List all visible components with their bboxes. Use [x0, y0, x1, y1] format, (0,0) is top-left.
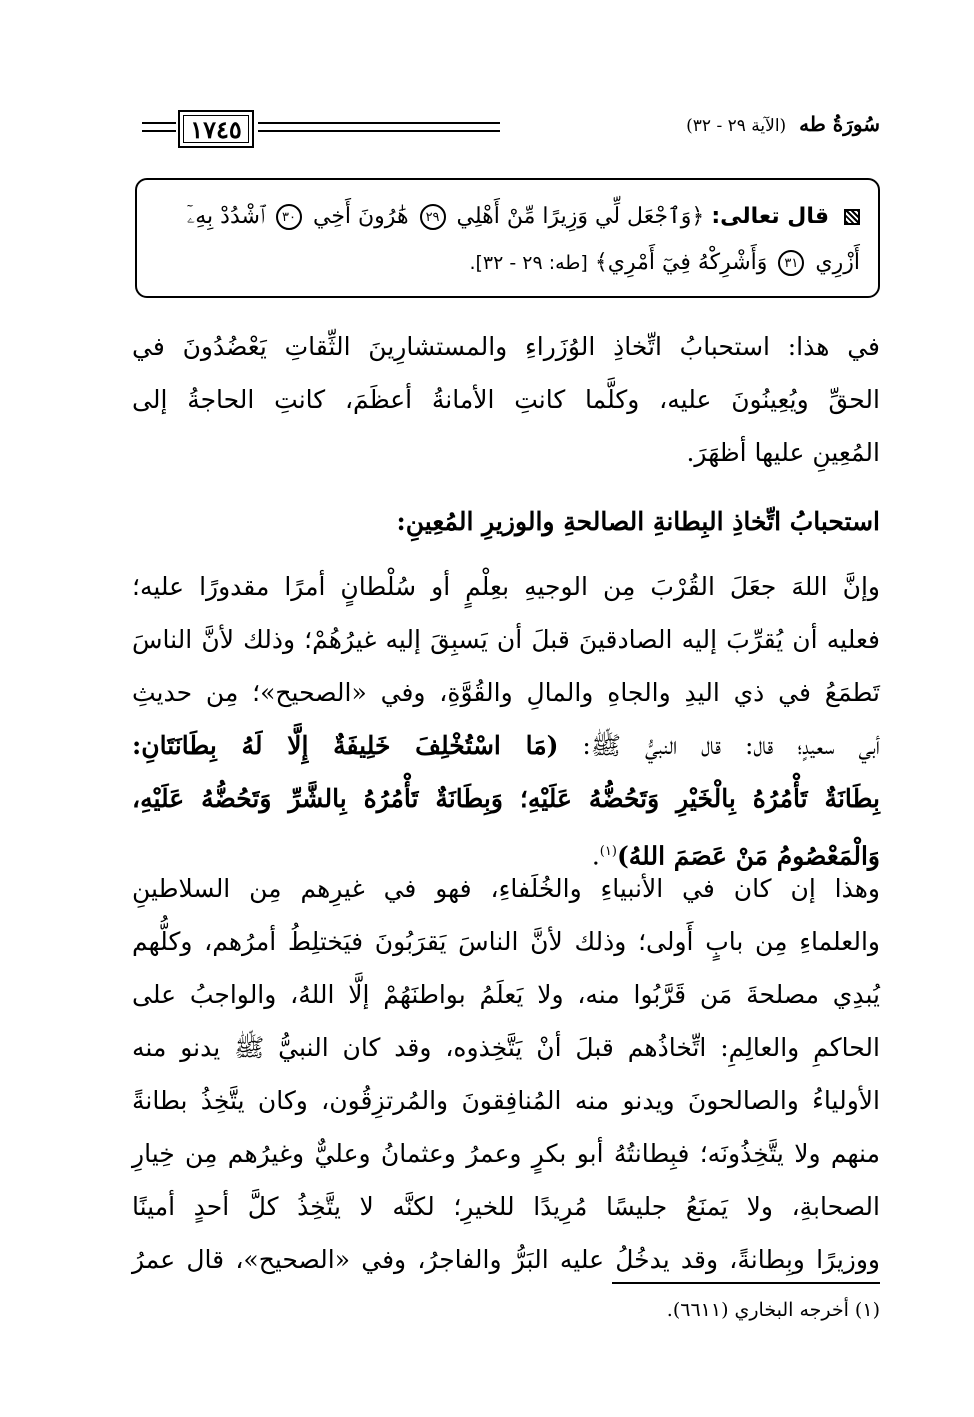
text-line: والعلماءِ مِن بابٍ أَولى؛ وذلك لأنَّ الناسَ يَقرَبُونَ فيَختلِطُ أمرُهم، وكلُّهم [132, 927, 880, 956]
page-header [142, 110, 880, 154]
ayah-range: (الآية ٢٩ - ٣٢) [686, 116, 787, 136]
page-number-box [178, 110, 254, 148]
verse-marker-icon [844, 209, 860, 225]
text-line: المُعِينِ عليها أظهَرَ. [686, 438, 880, 467]
ayah-number-marker: ٣٠ [276, 204, 302, 230]
hadith-end: . [591, 841, 600, 871]
text-line: الحقِّ ويُعِينُونَ عليه، وكلَّما كانتِ الأمانةُ أعظَمَ، كانتِ الحاجةُ إلى [132, 385, 880, 414]
text-line: الأولياءُ والصالحونَ ويدنو منه المُنافِقونَ والمُرتزِقُون، وكان يتَّخِذُ بطانةً [132, 1086, 880, 1115]
text-line: الحاكمِ والعالِمِ: اتِّخاذُهم قبلَ أنْ يَتَّخِذوه، وقد كان النبيُّ ﷺ يدنو منه [132, 1033, 880, 1062]
verse-line-2 [155, 240, 860, 286]
verse-intro: قال تعالى: [711, 204, 829, 229]
page-number: ١٧٤٥ [190, 114, 242, 144]
hadith-text: (مَا اسْتُخْلِفَ خَلِيفَةٌ إِلَّا لَهُ بِطَانَتَانِ: [132, 731, 559, 760]
verse-reference: [طه: ٢٩ - ٣٢]. [469, 252, 588, 274]
ayah-number-marker: ٣١ [778, 250, 804, 276]
text-line: تَطمَعُ في ذي اليدِ والجاهِ والمالِ والقُوَّةِ، وفي «الصحيح»؛ مِن حديثِ [132, 678, 880, 707]
text-line: ووزيرًا وبِطانةً، وقد يدخُلُ عليه البَرُّ والفاجرُ، وفي «الصحيح»، قال عمرُ [132, 1245, 880, 1274]
ayah-number-marker: ٢٩ [420, 204, 446, 230]
hadith-line: وَالْمَعْصُومُ مَنْ عَصَمَ اللهُ) [616, 841, 880, 871]
surah-name: سُورَةُ طه [799, 112, 880, 136]
verse-text: وَأَشْرِكْهُ فِيٓ أَمْرِي﴾ [594, 250, 768, 275]
verse-text: ٱشْدُدْ بِهِۦٓ [186, 204, 265, 229]
paragraph-2 [132, 560, 880, 882]
footnote-divider [612, 1282, 880, 1284]
hadith-intro: أبي سعيدٍ؛ قال: قال النبيُّ ﷺ: [582, 731, 880, 760]
section-heading: استحبابُ اتِّخاذِ البِطانةِ الصالحةِ والوزيرِ المُعِينِ: [396, 507, 880, 536]
surah-title [686, 112, 880, 136]
footnote: (١) أخرجه البخاري (٦٦١١). [666, 1299, 880, 1321]
verse-line-1 [155, 194, 860, 240]
paragraph-3 [132, 862, 880, 1286]
text-line: يُبدِي مصلحةَ مَن قَرَّبُوا منه، ولا يَعلَمُ بواطنَهُمْ إلَّا اللهُ، والواجبُ على [132, 980, 880, 1009]
verse-text: ﴿وَٱجْعَل لِّي وَزِيرًا مِّنْ أَهْلِي [456, 204, 705, 229]
text-line: وإنَّ اللهَ جعَلَ القُرْبَ مِن الوجيهِ بعِلْمٍ أو سُلْطانٍ أمرًا مقدورًا عليه؛ [132, 572, 880, 601]
text-line: منهم ولا يتَّخِذُونَه؛ فبِطانتُهُ أبو بكرٍ وعمرُ وعثمانُ وعليٌّ وغيرُهم مِن خِيارِ [132, 1139, 880, 1168]
quran-verse-box [135, 178, 880, 298]
text-line: وهذا إن كان في الأنبياءِ والخُلَفاءِ، فهو في غيرِهم مِن السلاطينِ [132, 874, 880, 903]
footnote-mark: (١) [599, 844, 617, 859]
section-heading-block [132, 497, 880, 547]
verse-text: هَٰرُونَ أَخِي [312, 204, 409, 229]
text-line: فعليه أن يُقرِّبَ إليه الصادقينَ قبلَ أن يَسبِقَ إليه غيرُهُمْ؛ وذلك لأنَّ الناسَ [132, 625, 880, 654]
hadith-line: بِطَانَةٌ تَأْمُرُهُ بِالْخَيْرِ وَتَحُضُّهُ عَلَيْهِ؛ وَبِطَانَةٌ تَأْمُرُهُ بِالشَّرِّ وَتَحُضُّهُ عَلَيْهِ، [132, 784, 880, 813]
text-line [132, 719, 880, 772]
text-line: في هذا: استحبابُ اتِّخاذِ الوُزَراءِ والمستشارِينَ الثِّقاتِ يَعْضُدُونَ في [132, 332, 880, 361]
paragraph-1 [132, 320, 880, 479]
text-line: الصحابةِ، ولا يَمنَعُ جليسًا مُرِيدًا للخيرِ؛ لكنَّه لا يتَّخِذُ كلَّ أحدٍ أمينًا [132, 1192, 880, 1221]
verse-text: أَزْرِي [815, 250, 860, 275]
